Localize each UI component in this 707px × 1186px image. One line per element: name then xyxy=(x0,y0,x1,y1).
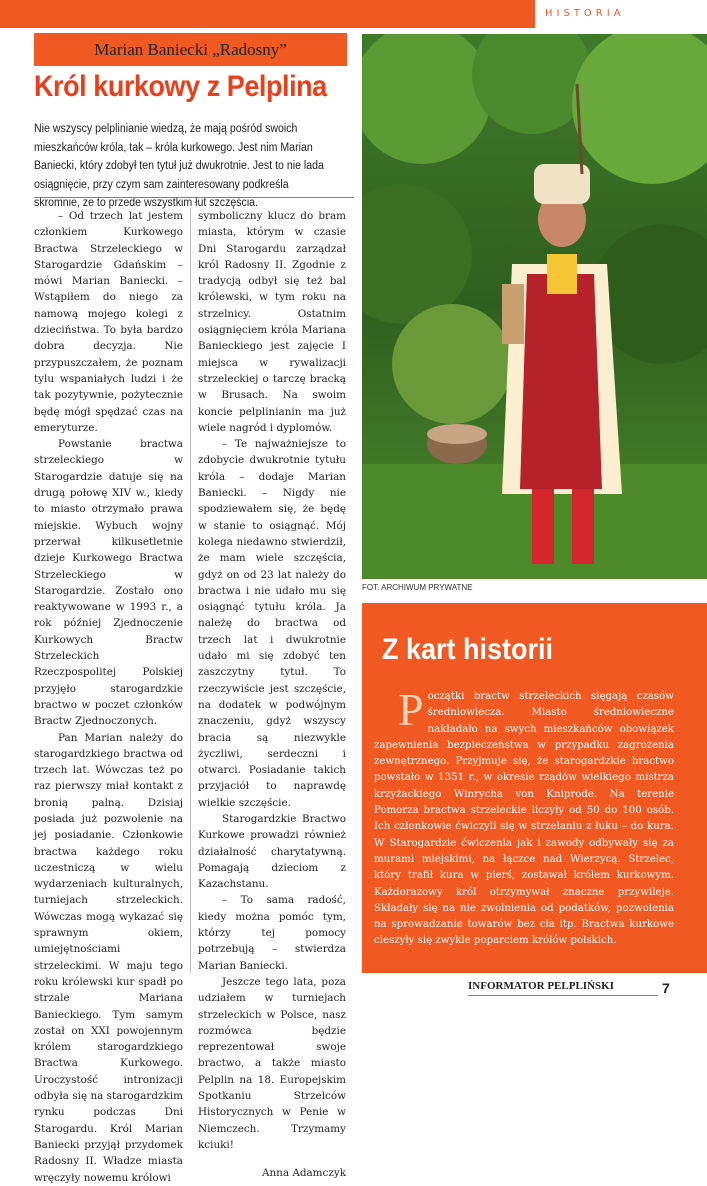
section-label: HISTORIA xyxy=(545,8,625,19)
lead-divider xyxy=(34,197,354,198)
history-sidebar xyxy=(362,603,707,973)
article-kicker: Marian Baniecki „Radosny” xyxy=(34,33,347,66)
paragraph: Powstanie bractwa strzeleckiego w Starogardzie datuje się na drugą połowę XIV w., kiedy to miasto otrzymało prawa miejskie. Wybuch wojny przerwał kilkusetletnie dzieje Kurkowego Bractwa Strzeleckiego w Starogardzie. Zostało ono reaktywowane w 1993 r., a rok później Zjednoczenie Kurkowych Bractw Strzeleckich Rzeczpospolitej Polskiej przyjęło starogardzkie bractwo w poczet członków Bractw Zjednoczonych. xyxy=(34,438,183,728)
paragraph: Pan Marian należy do starogardzkiego bractwa od trzech lat. Wówczas też po raz pierwszy miał kontakt z bronią palną. Dzisiaj posiada już pozwolenie na jej posiadanie. Członkowie bractwa każdego roku uczestniczą w wielu wydarzeniach kulturalnych, turniejach strzeleckich. Wówczas mogą wykazać się sprawnym okiem, umiejętnościami strzeleckimi. W maju tego roku królewski kur spadł po strzale Mariana Banieckiego. Tym samym został on XXI powojennym królem starogardzkiego Bractwa Kurkowego. Uroczystość intronizacji odbyła się na starogardzkim rynku podczas Dni Starogardu. Król Marian Baniecki przyjął przydomek Radosny II. Władze miasta wręczyły nowemu królowi xyxy=(34,731,183,1184)
photo-credit: FOT. ARCHIWUM PRYWATNE xyxy=(362,583,473,592)
top-bar xyxy=(0,0,707,28)
paragraph: Starogardzkie Bractwo Kurkowe prowadzi również działalność charytatywną. Pomagają dzieciom z Kazachstanu. xyxy=(198,812,346,891)
paragraph: Jeszcze tego lata, poza udziałem w turniejach strzeleckich w Polsce, nasz rozmówca będzie reprezentował swoje bractwo, a także miasto Pelplin na 18. Europejskim Spotkaniu Strzelców Historycznych w Penie w Niemczech. Trzymamy kciuki! xyxy=(198,975,346,1151)
page-number: 7 xyxy=(662,980,670,996)
drop-cap: P xyxy=(398,684,424,735)
paragraph: – Te najważniejsze to zdobycie dwukrotnie tytułu króla – dodaje Marian Baniecki. – Nigdy nie spodziewałem się, że będę w stanie to osiągnąć. Mój kolega niedawno stwierdził, że mam wiele szczęścia, gdyż on od 23 lat należy do bractwa i nie udało mu się osiągnąć tytułu króla. Ja należę do bractwa od trzech lat i dwukrotnie udało mi się zdobyć ten zaszczytny tytuł. To rzeczywiście jest szczęście, na dodatek w podwójnym znaczeniu, gdyż wszyscy bracia są niezwykle życzliwi, serdeczni i otwarci. Posiadanie takich przyjaciół to naprawdę wielkie szczęście. xyxy=(198,438,346,809)
portrait-illustration xyxy=(362,34,707,579)
publication-name: INFORMATOR PELPLIŃSKI xyxy=(468,980,614,992)
paragraph: – To sama radość, kiedy można pomóc tym, którzy tej pomocy potrzebują – stwierdza Marian Baniecki. xyxy=(198,894,346,972)
sidebar-text: oczątki bractw strzeleckich sięgają czasów średniowiecza. Miasto średniowieczne nakładało na swych mieszkańców obowiązek zapewnienia bezpieczeństwa w przypadku zagrożenia zewnętrznego. Przyjmuje się, że starogardzkie bractwo powstało w 1351 r., w okresie rządów wielkiego mistrza krzyżackiego Winrycha von Kniprode. Na terenie Pomorza bractwa strzeleckie liczyły od 50 do 100 osób. Ich członkowie ćwiczyli się w strzelaniu z łuku – do kura. W Starogardzie ćwiczenia jak i zawody odbywały się za murami miejskimi, na łączce nad Wierzycą. Strzelec, który trafił kura w pierś, zostawał królem kurkowym. Każdorazowy król otrzymywał znaczne przywileje. Składały się na nie zwolnienia od podatków, pozwolenia na sprowadzanie towarów bez cła itp. Bractwa kurkowe cieszyły się zwykle poparciem królów polskich. xyxy=(374,691,674,947)
article-column-2 xyxy=(198,208,346,1182)
article-column-1 xyxy=(34,208,183,1186)
article-author: Anna Adamczyk xyxy=(261,1167,346,1180)
sidebar-text-block xyxy=(374,684,674,950)
article-lead: Nie wszyscy pelplinianie wiedzą, że mają pośród swoich mieszkańców króla, tak – króla kurkowego. Jest nim Marian Baniecki, który zdobył ten tytuł już dwukrotnie. Jest to nie lada osiągnięcie, przy czym sam zainteresowany podkreśla skromnie, że to przede wszystkim łut szczęścia. xyxy=(34,123,324,209)
footer-rule xyxy=(468,995,658,996)
top-accent-bar xyxy=(0,0,535,28)
sidebar-title: Z kart historii xyxy=(382,633,554,666)
paragraph: – Od trzech lat jestem członkiem Kurkowego Bractwa Strzeleckiego w Starogardzie Gdańskim – mówi Marian Baniecki. – Wstąpiłem do niego za namową mojego kolegi z dzieciństwa. To była bardzo dobra decyzja. Nie przypuszczałem, że poznam tylu wspaniałych ludzi i że tak pozytywnie, pożytecznie będę mógł spędzać czas na emeryturze. xyxy=(34,210,183,434)
column-divider xyxy=(190,208,191,973)
portrait-photo xyxy=(362,34,707,579)
article-title: Król kurkowy z Pelplina xyxy=(34,70,327,103)
paragraph: symboliczny klucz do bram miasta, którym w czasie Dni Starogardu zarządzał król Radosny II. Zgodnie z tradycją odbył się też bal królewski, w tym roku na strzelnicy. Ostatnim osiągnięciem króla Mariana Banieckiego jest zajęcie I miejsca w rywalizacji strzeleckiej o tarczę bracką w Brusach. Na swoim koncie pelplinianin ma już wiele nagród i dyplomów. xyxy=(198,210,346,434)
